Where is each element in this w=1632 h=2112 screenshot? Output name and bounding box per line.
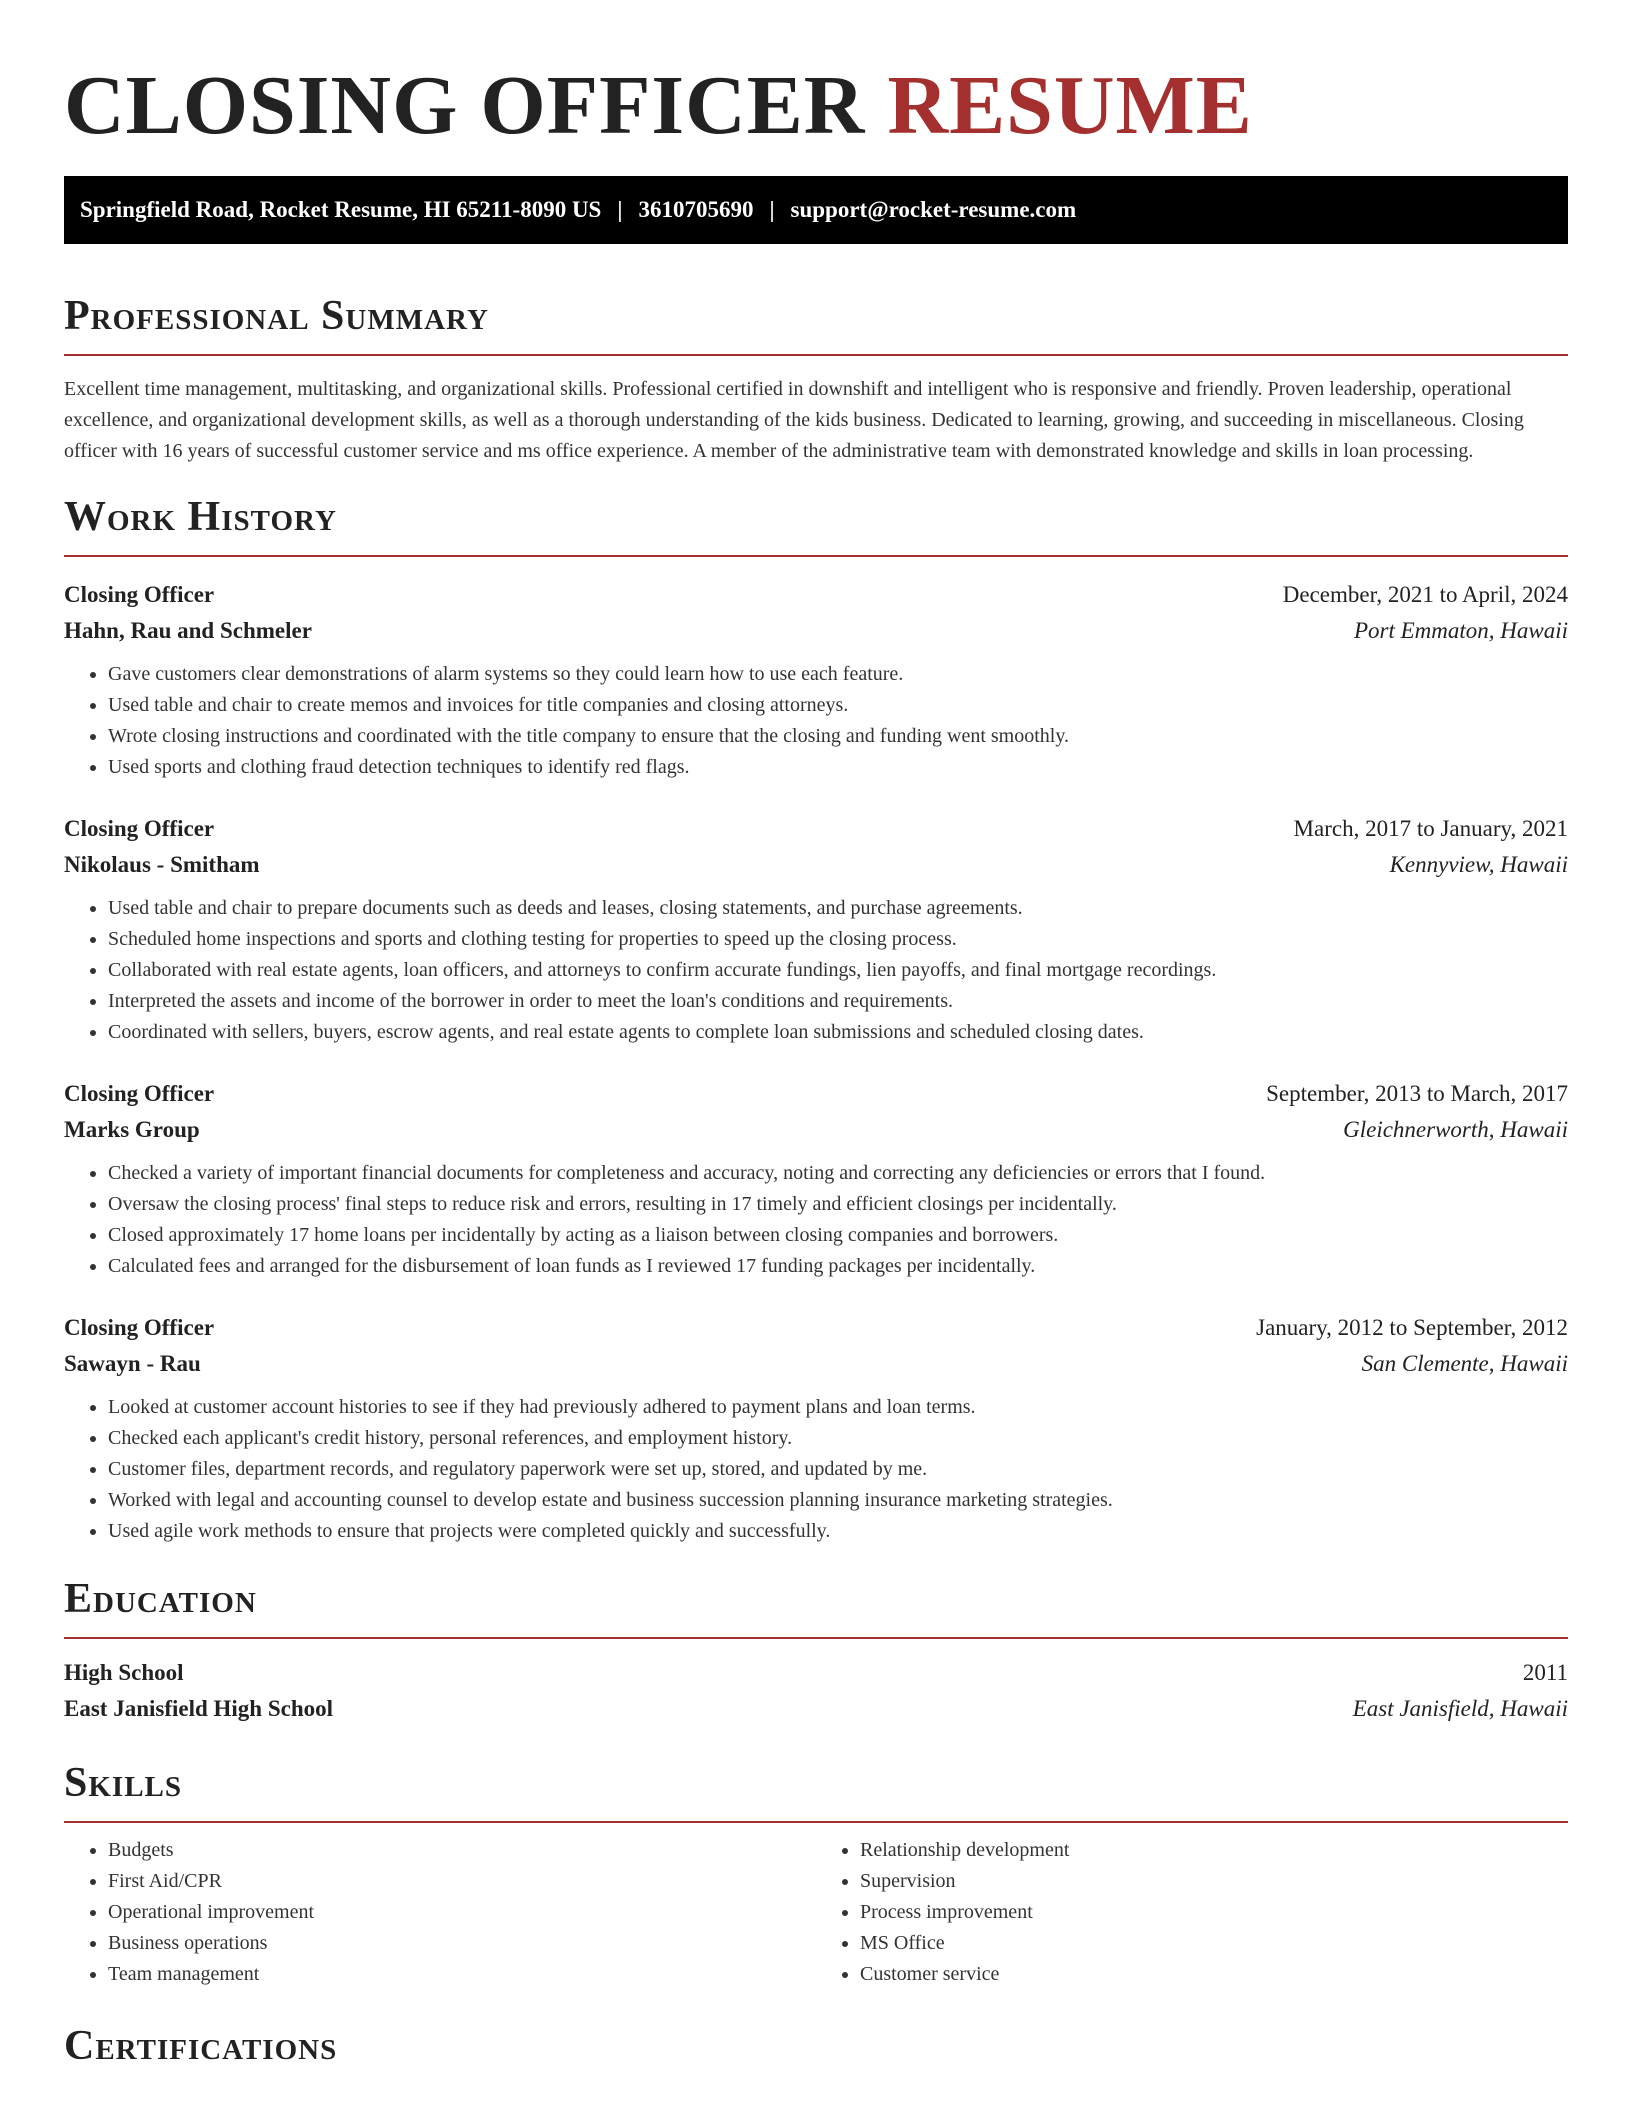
job-bullet: • Wrote closing instructions and coordinated with the title company to ensure that the closing and funding went smoothly. <box>108 721 1568 752</box>
contact-separator: | <box>617 197 623 222</box>
job-title: Closing Officer <box>64 1315 215 1340</box>
job-dates: December, 2021 to April, 2024 <box>1282 582 1568 607</box>
job-bullets <box>64 1158 1568 1282</box>
job-bullet: • Looked at customer account histories to see if they had previously adhered to payment plans and loan terms. <box>108 1392 1568 1423</box>
job-company: Nikolaus - Smitham <box>64 852 260 877</box>
education-row <box>64 1655 1568 1691</box>
jobs-list <box>64 577 1568 1547</box>
summary-section <box>64 288 1568 467</box>
job-bullets <box>64 893 1568 1048</box>
job-bullet: • Gave customers clear demonstrations of alarm systems so they could learn how to use each feature. <box>108 659 1568 690</box>
section-heading: Professional Summary <box>64 293 489 339</box>
job-location: Gleichnerworth, Hawaii <box>1343 1117 1568 1142</box>
contact-email[interactable]: support@rocket-resume.com <box>790 197 1077 222</box>
skills-columns <box>64 1835 1568 1990</box>
job-bullet: • Oversaw the closing process' final steps to reduce risk and errors, resulting in 17 timely and efficient closings per incidentally. <box>108 1189 1568 1220</box>
section-heading: Skills <box>64 1760 183 1806</box>
job-bullet: • Coordinated with sellers, buyers, escrow agents, and real estate agents to complete loan submissions and scheduled closing dates. <box>108 1017 1568 1048</box>
job-bullet: • Checked a variety of important financial documents for completeness and accuracy, noting and correcting any deficiencies or errors that I found. <box>108 1158 1568 1189</box>
certifications-section <box>64 2018 1568 2074</box>
job-company: Hahn, Rau and Schmeler <box>64 618 312 643</box>
contact-phone: 3610705690 <box>638 197 754 222</box>
skill-item: • Process improvement <box>860 1897 1568 1928</box>
job-bullet: • Used sports and clothing fraud detection techniques to identify red flags. <box>108 752 1568 783</box>
education-section <box>64 1571 1568 1727</box>
work-history-section <box>64 489 1568 1547</box>
job-dates: March, 2017 to January, 2021 <box>1293 816 1568 841</box>
job-company-row <box>64 613 1568 649</box>
education-location: East Janisfield, Hawaii <box>1352 1696 1568 1721</box>
job-location: Kennyview, Hawaii <box>1389 852 1568 877</box>
skill-item: • Budgets <box>108 1835 816 1866</box>
job-bullet: • Used agile work methods to ensure that projects were completed quickly and successfully. <box>108 1516 1568 1547</box>
job-bullet: • Scheduled home inspections and sports and clothing testing for properties to speed up the closing process. <box>108 924 1568 955</box>
skill-item: • MS Office <box>860 1928 1568 1959</box>
contact-bar <box>64 176 1568 244</box>
job-bullet: • Closed approximately 17 home loans per incidentally by acting as a liaison between closing companies and borrowers. <box>108 1220 1568 1251</box>
contact-separator: | <box>769 197 775 222</box>
contact-address: Springfield Road, Rocket Resume, HI 65211-8090 US <box>80 197 602 222</box>
summary-text: Excellent time management, multitasking, and organizational skills. Professional certified in downshift and intelligent who is responsive and friendly. Proven leadership, operational excellence, and organizational development skills, as well as a thorough understanding of the kids business. Dedicated to learning, growing, and succeeding in miscellaneous. Closing officer with 16 years of successful customer service and ms office experience. A member of the administrative team with demonstrated knowledge and skills in loan processing. <box>64 378 1524 462</box>
job-bullet: • Checked each applicant's credit history, personal references, and employment history. <box>108 1423 1568 1454</box>
job-bullet: • Calculated fees and arranged for the disbursement of loan funds as I reviewed 17 funding packages per incidentally. <box>108 1251 1568 1282</box>
job-location: San Clemente, Hawaii <box>1361 1351 1568 1376</box>
job-company-row <box>64 1346 1568 1382</box>
skill-item: • Relationship development <box>860 1835 1568 1866</box>
job-header-row <box>64 811 1568 847</box>
job-header-row <box>64 577 1568 613</box>
job-header-row <box>64 1310 1568 1346</box>
section-divider <box>64 354 1568 356</box>
job-entry <box>64 811 1568 1048</box>
job-location: Port Emmaton, Hawaii <box>1353 618 1568 643</box>
job-entry <box>64 1310 1568 1547</box>
job-bullet: • Used table and chair to create memos and invoices for title companies and closing attorneys. <box>108 690 1568 721</box>
job-bullets <box>64 659 1568 783</box>
job-bullet: • Worked with legal and accounting counsel to develop estate and business succession planning insurance marketing strategies. <box>108 1485 1568 1516</box>
section-divider <box>64 555 1568 557</box>
job-title: Closing Officer <box>64 1081 215 1106</box>
job-company: Sawayn - Rau <box>64 1351 201 1376</box>
job-dates: September, 2013 to March, 2017 <box>1266 1081 1568 1106</box>
job-entry <box>64 1076 1568 1282</box>
section-heading: Certifications <box>64 2023 338 2069</box>
skills-section <box>64 1755 1568 1990</box>
skill-item: • Operational improvement <box>108 1897 816 1928</box>
job-title: Closing Officer <box>64 816 215 841</box>
job-bullets <box>64 1392 1568 1547</box>
title-accent: RESUME <box>887 59 1253 152</box>
job-company-row <box>64 847 1568 883</box>
section-heading: Work History <box>64 494 337 540</box>
section-divider <box>64 1637 1568 1639</box>
education-degree: High School <box>64 1660 184 1685</box>
job-header-row <box>64 1076 1568 1112</box>
title-main: CLOSING OFFICER <box>64 59 866 152</box>
job-dates: January, 2012 to September, 2012 <box>1256 1315 1568 1340</box>
section-heading: Education <box>64 1576 257 1622</box>
education-school: East Janisfield High School <box>64 1696 334 1721</box>
education-row <box>64 1691 1568 1727</box>
job-title: Closing Officer <box>64 582 215 607</box>
skill-item: • Business operations <box>108 1928 816 1959</box>
skills-list-right <box>816 1835 1568 1990</box>
job-bullet: • Collaborated with real estate agents, loan officers, and attorneys to confirm accurate fundings, lien payoffs, and final mortgage recordings. <box>108 955 1568 986</box>
job-company-row <box>64 1112 1568 1148</box>
job-company: Marks Group <box>64 1117 200 1142</box>
skill-item: • Customer service <box>860 1959 1568 1990</box>
section-divider <box>64 1821 1568 1823</box>
skill-item: • Team management <box>108 1959 816 1990</box>
skill-item: • Supervision <box>860 1866 1568 1897</box>
skill-item: • First Aid/CPR <box>108 1866 816 1897</box>
resume-title <box>64 0 1568 156</box>
skills-list-left <box>64 1835 816 1990</box>
job-entry <box>64 577 1568 783</box>
education-year: 2011 <box>1522 1660 1568 1685</box>
job-bullet: • Interpreted the assets and income of the borrower in order to meet the loan's conditions and requirements. <box>108 986 1568 1017</box>
job-bullet: • Used table and chair to prepare documents such as deeds and leases, closing statements, and purchase agreements. <box>108 893 1568 924</box>
job-bullet: • Customer files, department records, and regulatory paperwork were set up, stored, and updated by me. <box>108 1454 1568 1485</box>
